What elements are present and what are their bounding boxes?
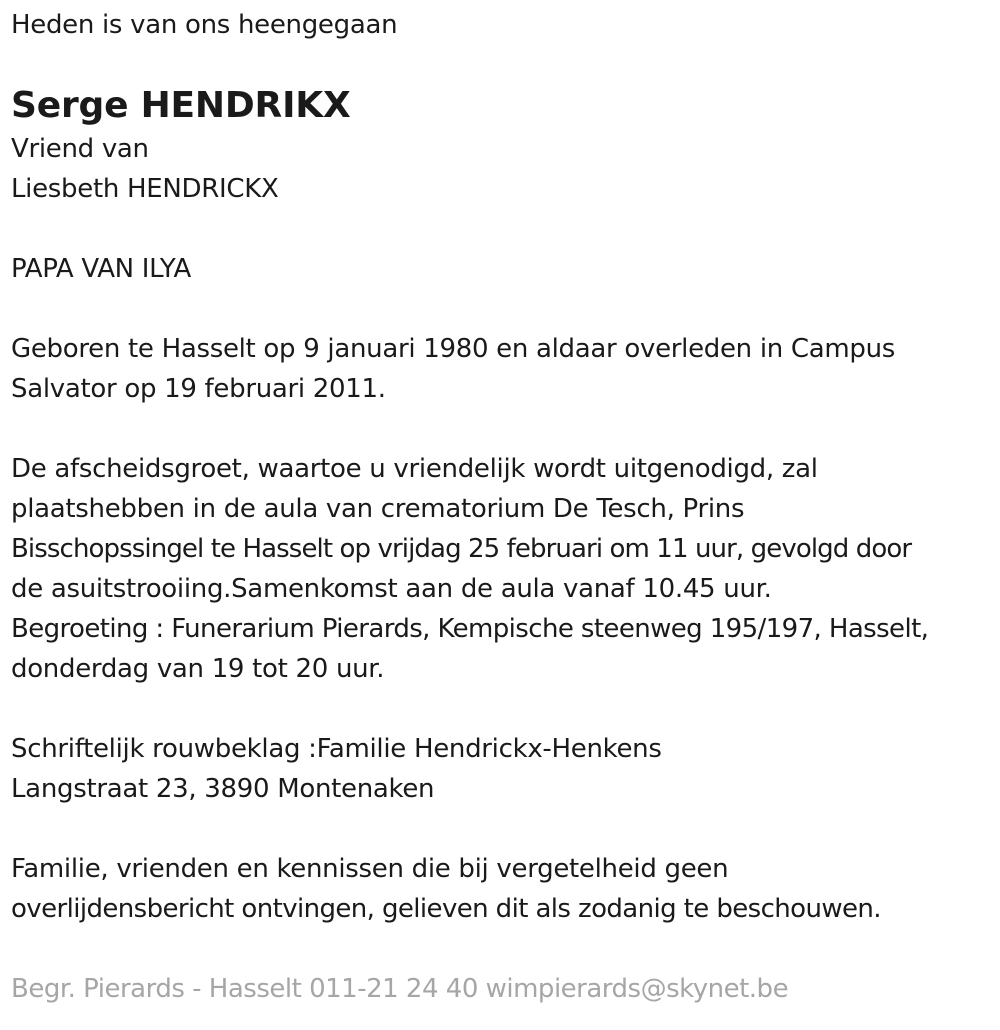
funeral-home-footer: Begr. Pierards - Hasselt 011-21 24 40 wimpierards@skynet.be — [11, 974, 789, 1004]
ceremony-line: Begroeting : Funerarium Pierards, Kempische steenweg 195/197, Hasselt, — [11, 614, 929, 644]
ceremony-line: donderdag van 19 tot 20 uur. — [11, 654, 385, 684]
intro-text: Heden is van ons heengegaan — [11, 10, 398, 40]
relation-line: Vriend van — [11, 134, 149, 164]
ceremony-line: De afscheidsgroet, waartoe u vriendelijk wordt uitgenodigd, zal — [11, 454, 818, 484]
spacer — [11, 809, 991, 849]
birth-death-line: Salvator op 19 februari 2011. — [11, 374, 386, 404]
notice-line: overlijdensbericht ontvingen, gelieven dit als zodanig te beschouwen. — [11, 894, 881, 924]
spacer — [11, 289, 991, 329]
papa-line: PAPA VAN ILYA — [11, 254, 191, 284]
spacer — [11, 409, 991, 449]
deceased-name: Serge HENDRIKX — [11, 85, 351, 126]
ceremony-line: Bisschopssingel te Hasselt op vrijdag 25 februari om 11 uur, gevolgd door — [11, 534, 912, 564]
notice-line: Familie, vrienden en kennissen die bij vergetelheid geen — [11, 854, 729, 884]
birth-death-line: Geboren te Hasselt op 9 januari 1980 en aldaar overleden in Campus — [11, 334, 896, 364]
relation-person: Liesbeth HENDRICKX — [11, 174, 279, 204]
condolences-address: Langstraat 23, 3890 Montenaken — [11, 774, 435, 804]
spacer — [11, 209, 991, 249]
obituary-notice — [11, 0, 991, 1009]
spacer — [11, 929, 991, 969]
spacer — [11, 689, 991, 729]
ceremony-line: de asuitstrooiing.Samenkomst aan de aula vanaf 10.45 uur. — [11, 574, 772, 604]
condolences-line: Schriftelijk rouwbeklag :Familie Hendrickx-Henkens — [11, 734, 662, 764]
ceremony-line: plaatshebben in de aula van crematorium De Tesch, Prins — [11, 494, 745, 524]
